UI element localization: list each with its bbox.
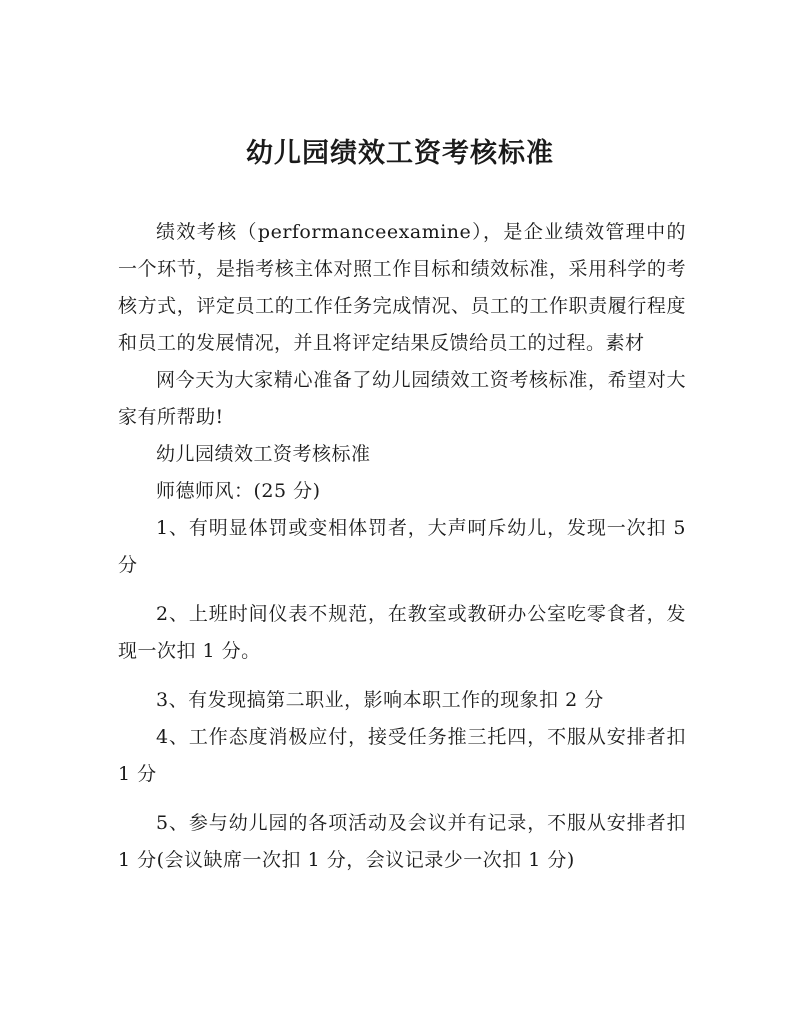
rule-item-2: 2、上班时间仪表不规范，在教室或教研办公室吃零食者，发现一次扣 1 分。 xyxy=(118,603,686,662)
rule-item-3: 3、有发现搞第二职业，影响本职工作的现象扣 2 分 xyxy=(156,689,604,711)
document-body xyxy=(118,214,686,879)
rule-item-1: 1、有明显体罚或变相体罚者，大声呵斥幼儿，发现一次扣 5 分 xyxy=(118,517,686,576)
paragraph-source-note: 网今天为大家精心准备了幼儿园绩效工资考核标准，希望对大家有所帮助! xyxy=(118,369,686,428)
paragraph-intro: 绩效考核（performanceexamine），是企业绩效管理中的一个环节，是指考核主体对照工作目标和绩效标准，采用科学的考核方式，评定员工的工作任务完成情况、员工的工作职责履行程度和员工的发展情况，并且将评定结果反馈给员工的过程。素材 xyxy=(118,221,686,354)
category-heading: 师德师风：(25 分) xyxy=(156,480,321,502)
page-title: 幼儿园绩效工资考核标准 xyxy=(246,138,554,169)
rule-item-5: 5、参与幼儿园的各项活动及会议并有记录，不服从安排者扣 1 分(会议缺席一次扣 1 分，会议记录少一次扣 1 分) xyxy=(118,812,686,871)
rule-item-4: 4、工作态度消极应付，接受任务推三托四，不服从安排者扣 1 分 xyxy=(118,726,686,785)
section-heading: 幼儿园绩效工资考核标准 xyxy=(156,443,371,465)
